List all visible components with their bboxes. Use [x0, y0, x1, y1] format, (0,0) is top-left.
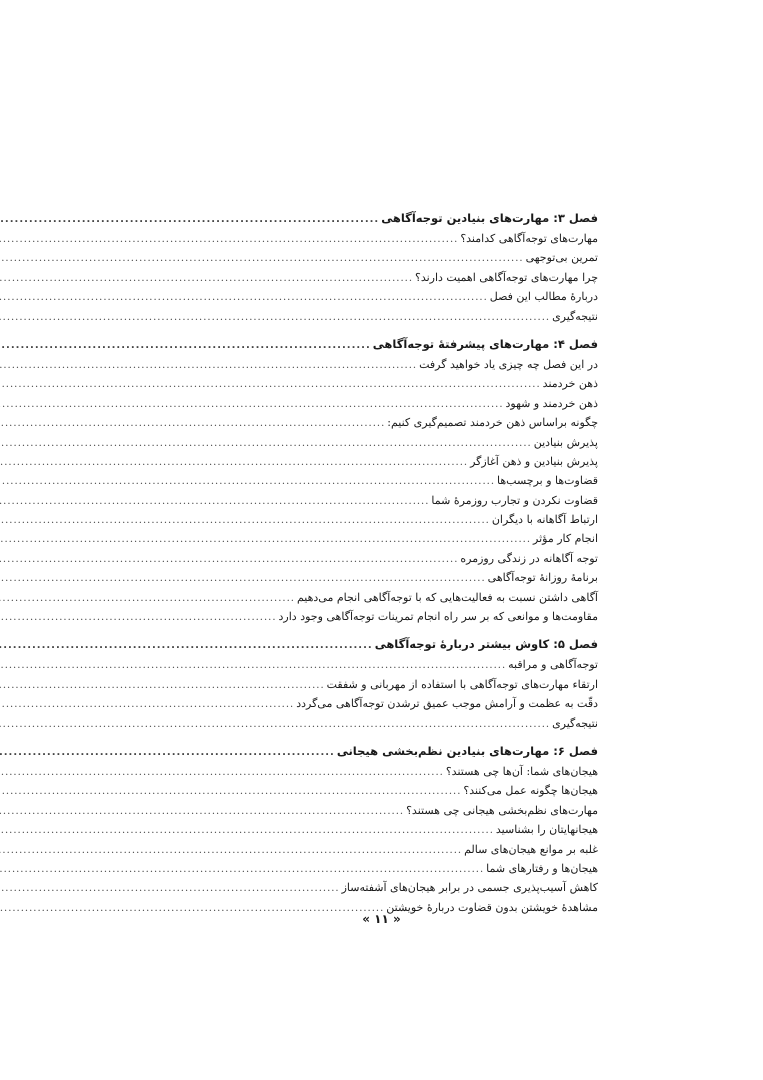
- dot-leader: [0, 695, 294, 714]
- entry-title: قضاوت‌ها و برچسب‌ها: [497, 474, 598, 488]
- toc-entry[interactable]: [162, 859, 598, 878]
- toc-entry[interactable]: [162, 549, 598, 568]
- dot-leader: [0, 841, 462, 860]
- entry-title: دربارهٔ مطالب این فصل: [489, 290, 598, 304]
- entry-title: انجام کار مؤثر: [533, 532, 598, 546]
- entry-title: پذیرش بنیادین و ذهن آغازگر: [470, 454, 598, 468]
- toc-entry[interactable]: [162, 510, 598, 529]
- dot-leader: [0, 530, 531, 549]
- entry-title: مهارت‌های نظم‌بخشی هیجانی چی هستند؟: [406, 803, 598, 817]
- chapter-title: فصل ۵: کاوش بیشتر دربارهٔ توجه‌آگاهی: [374, 637, 598, 652]
- entry-title: هیجان‌ها و رفتارهای شما: [486, 861, 598, 875]
- dot-leader: [0, 589, 295, 608]
- entry-title: ذهن خردمند: [542, 377, 598, 391]
- entry-title: مقاومت‌ها و موانعی که بر سر راه انجام تمرینات توجه‌آگاهی وجود دارد: [278, 610, 598, 624]
- dot-leader: [0, 635, 373, 656]
- entry-title: نتیجه‌گیری: [552, 309, 598, 323]
- toc-entry[interactable]: [162, 694, 598, 713]
- dot-leader: [0, 608, 277, 627]
- dot-leader: [0, 742, 335, 763]
- chapter-heading[interactable]: [162, 741, 598, 762]
- toc-entry[interactable]: [162, 394, 598, 413]
- dot-leader: [0, 656, 506, 675]
- toc-entry[interactable]: [162, 248, 598, 267]
- dot-leader: [0, 821, 494, 840]
- dot-leader: [0, 375, 541, 394]
- entry-title: کاهش آسیب‌پذیری جسمی در برابر هیجان‌های آشفته‌ساز: [341, 881, 598, 895]
- chapter-title: فصل ۶: مهارت‌های بنیادین نظم‌بخشی هیجانی: [336, 743, 598, 758]
- toc-entry[interactable]: [162, 355, 598, 374]
- toc-entry[interactable]: [162, 568, 598, 587]
- entry-title: توجه آگاهانه در زندگی روزمره: [460, 551, 598, 565]
- toc-entry[interactable]: [162, 413, 598, 432]
- chapter-title: فصل ۳: مهارت‌های بنیادین توجه‌آگاهی: [381, 211, 598, 225]
- toc-entry[interactable]: [162, 229, 598, 248]
- toc-entry[interactable]: [162, 801, 598, 820]
- toc-entry[interactable]: [162, 268, 598, 287]
- page-number: « ۱۱ »: [362, 912, 401, 926]
- dot-leader: [0, 802, 404, 821]
- toc-entry[interactable]: [162, 714, 598, 733]
- dot-leader: [0, 569, 486, 588]
- toc-entry[interactable]: [162, 307, 598, 326]
- entry-title: قضاوت نکردن و تجارب روزمرهٔ شما: [431, 493, 598, 507]
- dot-leader: [0, 511, 490, 530]
- dot-leader: [0, 230, 458, 249]
- entry-title: هیجان‌ها چگونه عمل می‌کنند؟: [463, 784, 598, 798]
- toc-entry[interactable]: [162, 374, 598, 393]
- entry-title: هیجان‌های شما: آن‌ها چی هستند؟: [445, 764, 598, 778]
- entry-title: ارتقاء مهارت‌های توجه‌آگاهی با استفاده از مهربانی و شفقت: [326, 677, 598, 691]
- entry-title: ارتباط آگاهانه با دیگران: [491, 513, 598, 527]
- chapter-6: [162, 741, 598, 917]
- dot-leader: [0, 782, 461, 801]
- dot-leader: [0, 395, 504, 414]
- toc-entry[interactable]: [162, 655, 598, 674]
- entry-title: در این فصل چه چیزی یاد خواهید گرفت: [419, 357, 598, 371]
- dot-leader: [0, 434, 532, 453]
- entry-title: برنامهٔ روزانهٔ توجه‌آگاهی: [487, 571, 598, 585]
- toc-entry[interactable]: [162, 878, 598, 897]
- dot-leader: [0, 308, 550, 327]
- entry-title: پذیرش بنیادین: [533, 435, 598, 449]
- table-of-contents: [162, 208, 598, 925]
- dot-leader: [0, 453, 468, 472]
- chapter-heading[interactable]: [162, 634, 598, 655]
- dot-leader: [0, 269, 413, 288]
- dot-leader: [0, 492, 429, 511]
- entry-title: مشاهدهٔ خویشتن بدون قضاوت دربارهٔ خویشتن: [386, 900, 598, 914]
- entry-title: چگونه براساس ذهن خردمند تصمیم‌گیری کنیم:: [387, 416, 598, 430]
- toc-entry[interactable]: [162, 471, 598, 490]
- toc-entry[interactable]: [162, 762, 598, 781]
- chapter-4: [162, 334, 598, 626]
- entry-title: دقّت به عظمت و آرامش موجب عمیق ترشدن توجه‌آگاهی می‌گردد: [296, 697, 598, 711]
- toc-entry[interactable]: [162, 820, 598, 839]
- chapter-heading[interactable]: [162, 208, 598, 229]
- dot-leader: [0, 414, 385, 433]
- entry-title: ذهن خردمند و شهود: [505, 396, 598, 410]
- entry-title: چرا مهارت‌های توجه‌آگاهی اهمیت دارند؟: [415, 270, 598, 284]
- chapter-heading[interactable]: [162, 334, 598, 355]
- dot-leader: [0, 879, 340, 898]
- dot-leader: [0, 288, 488, 307]
- toc-entry[interactable]: [162, 675, 598, 694]
- entry-title: غلبه بر موانع هیجان‌های سالم: [464, 842, 598, 856]
- dot-leader: [0, 676, 325, 695]
- entry-title: نتیجه‌گیری: [552, 716, 598, 730]
- entry-title: مهارت‌های توجه‌آگاهی کدامند؟: [460, 232, 598, 245]
- entry-title: آگاهی داشتن نسبت به فعالیت‌هایی که با توجه‌آگاهی انجام می‌دهیم: [296, 590, 598, 604]
- toc-entry[interactable]: [162, 781, 598, 800]
- toc-entry[interactable]: [162, 607, 598, 626]
- dot-leader: [0, 249, 524, 268]
- dot-leader: [0, 715, 550, 734]
- dot-leader: [0, 860, 484, 879]
- toc-entry[interactable]: [162, 491, 598, 510]
- toc-entry[interactable]: [162, 452, 598, 471]
- chapter-title: فصل ۴: مهارت‌های پیشرفتهٔ توجه‌آگاهی: [372, 336, 598, 351]
- toc-entry[interactable]: [162, 433, 598, 452]
- chapter-3: [162, 208, 598, 326]
- dot-leader: [0, 356, 417, 375]
- toc-entry[interactable]: [162, 588, 598, 607]
- dot-leader: [0, 335, 371, 356]
- chapter-5: [162, 634, 598, 733]
- toc-entry[interactable]: [162, 287, 598, 306]
- toc-entry[interactable]: [162, 840, 598, 859]
- dot-leader: [0, 763, 444, 782]
- dot-leader: [0, 209, 379, 230]
- toc-entry[interactable]: [162, 529, 598, 548]
- entry-title: تمرین بی‌توجهی: [525, 251, 598, 265]
- entry-title: توجه‌آگاهی و مراقبه: [508, 658, 598, 672]
- dot-leader: [0, 472, 495, 491]
- dot-leader: [0, 550, 458, 569]
- entry-title: هیجانهایتان را بشناسید: [495, 823, 598, 837]
